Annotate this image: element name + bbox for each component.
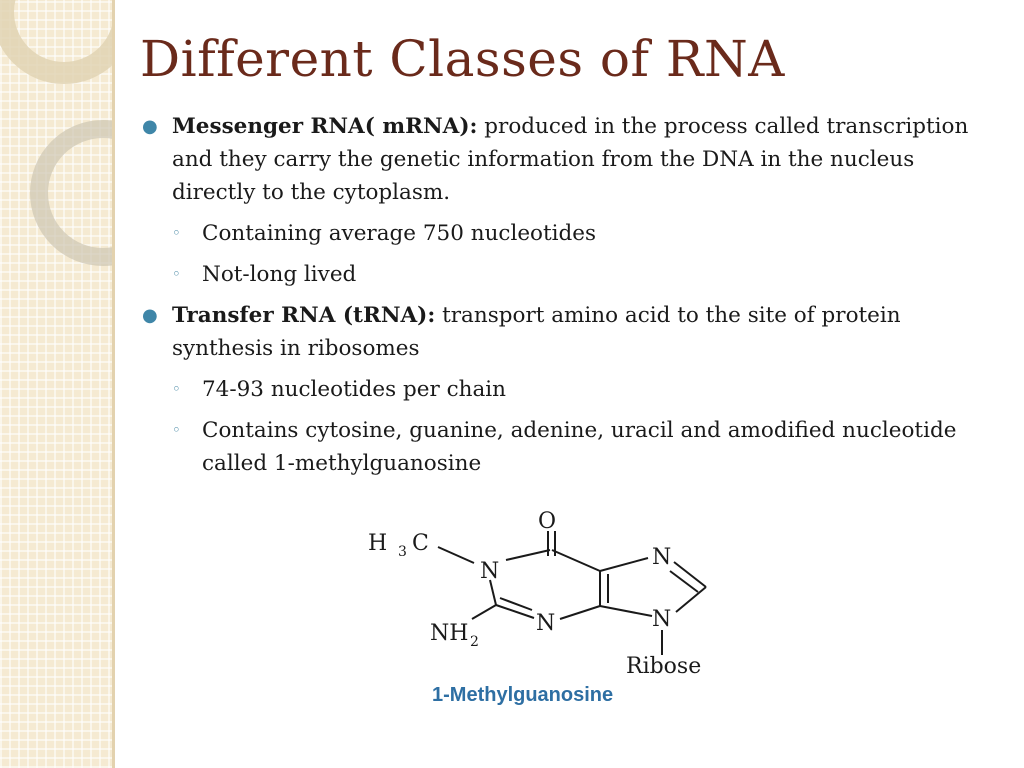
slide-content	[140, 110, 990, 488]
sub-bullet-circle-icon: ◦	[172, 380, 181, 398]
side-panel-edge	[112, 0, 115, 768]
bullet-term: Transfer RNA (tRNA):	[172, 303, 436, 328]
bond-n1-c6	[506, 550, 550, 560]
bond-n9-c4	[600, 606, 652, 616]
sub-bullet-text: 74-93 nucleotides per chain	[202, 377, 506, 402]
bond-c6-c5	[552, 550, 600, 571]
ribose-label: Ribose	[626, 654, 702, 679]
sub-bullet-circle-icon: ◦	[172, 224, 181, 242]
bond-c8-n9	[676, 587, 706, 612]
decorative-ring	[30, 120, 112, 266]
bond-n3-c2	[496, 605, 534, 618]
bond-c2-nh2	[472, 605, 496, 619]
sub-bullet	[140, 258, 990, 291]
bond-n7-c8	[670, 571, 698, 592]
bullet-dot-icon: ●	[142, 305, 158, 326]
bullet-text: produced in the process called transcription and they carry the genetic information from the DNA in the nucleus directly to the cytoplasm.	[172, 114, 969, 205]
bullet-dot-icon: ●	[142, 116, 158, 137]
methylguanosine-structure-diagram	[356, 498, 776, 713]
sub-bullet-circle-icon: ◦	[172, 421, 181, 439]
methyl-subscript-label: 3	[398, 544, 407, 560]
molecule-caption: 1-Methylguanosine	[432, 684, 614, 706]
sub-bullet-circle-icon: ◦	[172, 265, 181, 283]
bond-n7-c8	[674, 562, 706, 587]
sub-bullet-text: Containing average 750 nucleotides	[202, 221, 597, 246]
sub-bullet-text: Contains cytosine, guanine, adenine, uracil and amodified nucleotide called 1-methylguanosine	[202, 418, 957, 476]
atom-n1: N	[480, 559, 500, 584]
sub-bullet	[140, 217, 990, 250]
decorative-ring	[0, 0, 112, 84]
atom-n3: N	[536, 611, 556, 636]
sub-bullet	[140, 414, 990, 480]
methyl-c-label: C	[412, 531, 429, 556]
bullet-text: transport amino acid to the site of protein synthesis in ribosomes	[172, 303, 901, 361]
atom-n9: N	[652, 607, 672, 632]
amino-subscript-label: 2	[470, 634, 479, 650]
bullet-mrna	[140, 110, 990, 209]
atom-oxygen: O	[538, 509, 557, 534]
sub-bullet	[140, 373, 990, 406]
slide-title: Different Classes of RNA	[140, 30, 785, 88]
molecule-svg	[356, 498, 776, 713]
atom-n7: N	[652, 545, 672, 570]
bond-c4-n3	[560, 606, 600, 619]
methyl-h-label: H	[368, 531, 388, 556]
bullet-trna	[140, 299, 990, 365]
bond-c5-n7	[600, 558, 648, 571]
decorative-side-panel	[0, 0, 112, 768]
bond-methyl	[438, 547, 474, 563]
bullet-term: Messenger RNA( mRNA):	[172, 114, 478, 139]
amino-nh-label: NH	[430, 621, 469, 646]
sub-bullet-text: Not-long lived	[202, 262, 357, 287]
